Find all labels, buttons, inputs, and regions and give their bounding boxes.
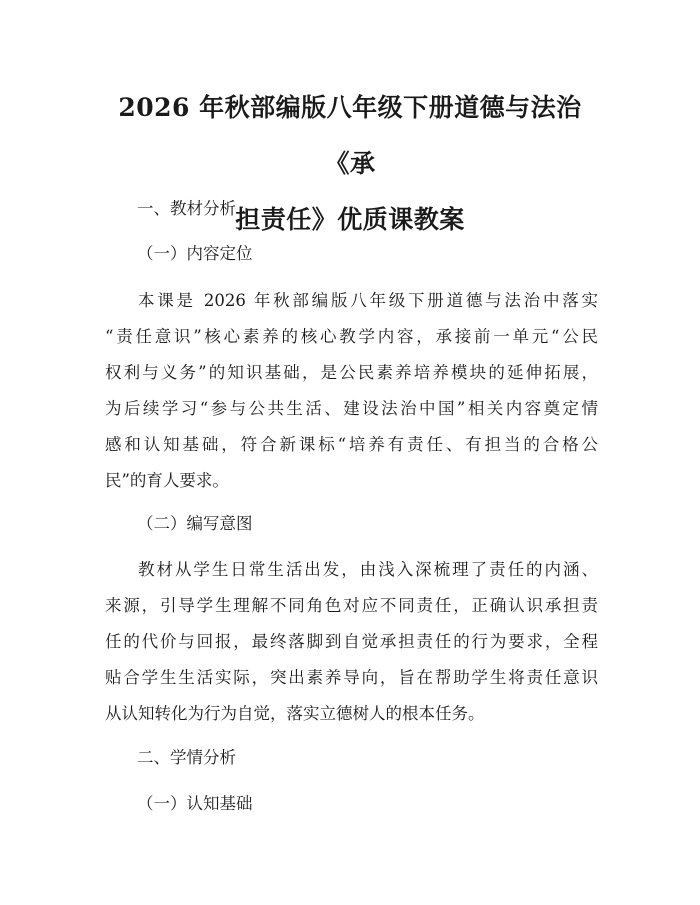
section-heading-textbook-analysis: 一、教材分析 xyxy=(137,199,236,218)
paragraph-line: 感和认知基础，符合新课标“培养有责任、有担当的合格公 xyxy=(105,435,598,454)
title-line: 担责任》优质课教案 xyxy=(235,205,465,234)
subsection-heading-cognitive-basis: （一）认知基础 xyxy=(137,794,253,813)
paragraph-writing-intent xyxy=(105,552,598,732)
paragraph-content-positioning xyxy=(105,283,598,499)
subsection-heading-writing-intent: （二）编写意图 xyxy=(137,514,253,533)
subsection-heading-content-positioning: （一）内容定位 xyxy=(137,244,253,263)
paragraph-line: “责任意识”核心素养的核心教学内容，承接前一单元“公民 xyxy=(105,327,598,346)
paragraph-line: 本课是 2026 年秋部编版八年级下册道德与法治中落实 xyxy=(138,291,598,310)
section-heading-learner-analysis: 二、学情分析 xyxy=(137,748,236,767)
paragraph-line: 来源，引导学生理解不同角色对应不同责任，正确认识承担责 xyxy=(105,596,598,615)
paragraph-line: 为后续学习“参与公共生活、建设法治中国”相关内容奠定情 xyxy=(105,399,598,418)
paragraph-line: 教材从学生日常生活出发，由浅入深梳理了责任的内涵、 xyxy=(138,560,598,579)
paragraph-line: 从认知转化为行为自觉，落实立德树人的根本任务。 xyxy=(105,704,485,723)
paragraph-line: 任的代价与回报，最终落脚到自觉承担责任的行为要求，全程 xyxy=(105,632,598,651)
title-line: 2026 年秋部编版八年级下册道德与法治《承 xyxy=(118,93,582,178)
paragraph-line: 权利与义务”的知识基础，是公民素养培养模块的延伸拓展， xyxy=(105,363,598,382)
paragraph-line: 民”的育人要求。 xyxy=(105,471,229,490)
paragraph-line: 贴合学生生活实际，突出素养导向，旨在帮助学生将责任意识 xyxy=(105,668,598,687)
